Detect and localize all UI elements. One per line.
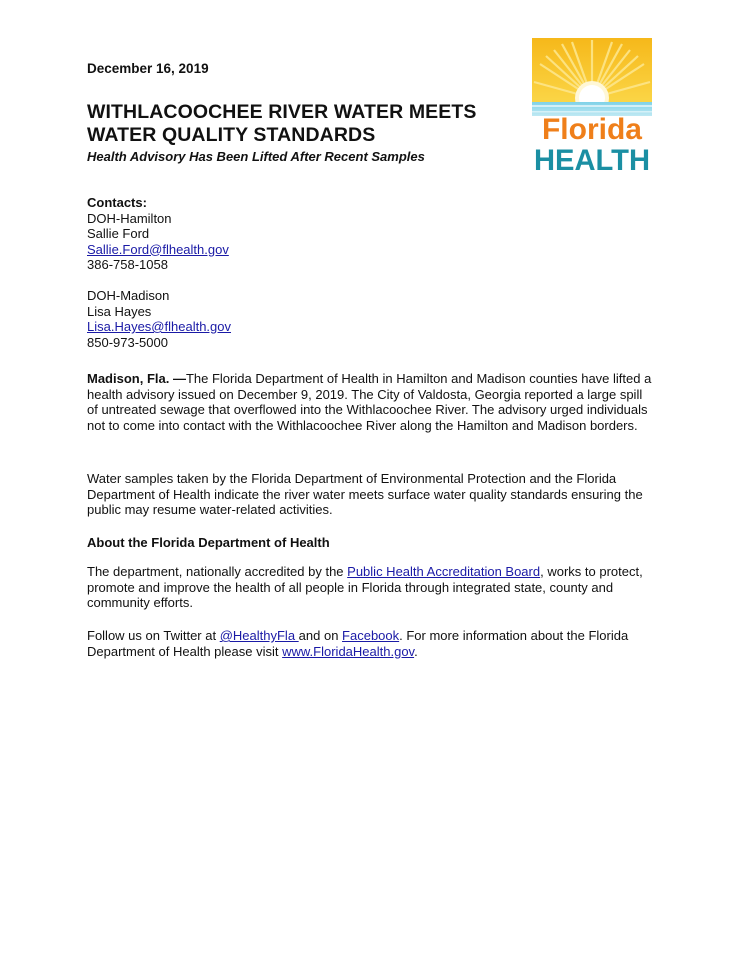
paragraph-about-text-1: The department, nationally accredited by the	[87, 564, 348, 579]
dateline: Madison, Fla. —	[87, 371, 186, 386]
follow-text-1: Follow us on Twitter at	[87, 628, 220, 643]
release-date: December 16, 2019	[87, 61, 209, 76]
subheadline: Health Advisory Has Been Lifted After Recent Samples	[87, 149, 425, 164]
accreditation-board-link[interactable]: Public Health Accreditation Board	[347, 564, 541, 579]
paragraph-follow	[87, 628, 655, 659]
florida-health-logo	[532, 38, 652, 174]
logo-word-florida: Florida	[541, 113, 643, 146]
contact-email-madison-link[interactable]: Lisa.Hayes@flhealth.gov	[87, 319, 231, 334]
follow-text-4: .	[414, 643, 418, 659]
contact-name-hamilton: Sallie Ford	[87, 226, 150, 241]
follow-text-2: and on	[298, 628, 343, 643]
florida-health-site-link[interactable]: www.FloridaHealth.gov	[282, 643, 415, 659]
contact-phone-madison: 850-973-5000	[87, 334, 168, 350]
paragraph-intro-text: The Florida Department of Health in Hamilton and Madison counties have lifted a health advisory issued on December 9, 2019. The City of Valdosta, Georgia reported a large spill of untreated sewage that overflowed into the Withlacoochee River. The advisory urged individuals not to come into contact with the Withlacoochee River along the Hamilton and Madison borders.	[87, 371, 652, 433]
about-heading: About the Florida Department of Health	[87, 535, 330, 550]
contact-name-madison: Lisa Hayes	[87, 303, 152, 319]
headline-line-2: WATER QUALITY STANDARDS	[87, 124, 376, 146]
follow-text-3: . For more information about the Florida Department of Health please visit	[87, 628, 629, 659]
contact-office-hamilton: DOH-Hamilton	[87, 210, 172, 226]
contact-email-hamilton-link[interactable]: Sallie.Ford@flhealth.gov	[87, 241, 229, 257]
logo-word-health: HEALTH	[534, 144, 650, 174]
headline	[87, 101, 517, 147]
contacts-block	[87, 195, 231, 350]
paragraph-samples: Water samples taken by the Florida Department of Environmental Protection and the Florida Department of Health indicate the river water meets surface water quality standards ensuring the public may resume water-related activities.	[87, 471, 643, 518]
headline-line-1: WITHLACOOCHEE RIVER WATER MEETS	[87, 101, 477, 123]
contacts-label: Contacts:	[87, 195, 147, 210]
facebook-link[interactable]: Facebook	[342, 628, 400, 643]
contact-office-madison: DOH-Madison	[87, 288, 170, 303]
paragraph-intro	[87, 371, 655, 433]
paragraph-about	[87, 564, 655, 611]
twitter-link[interactable]: @HealthyFla	[219, 628, 299, 643]
contact-phone-hamilton: 386-758-1058	[87, 257, 168, 272]
paragraph-about-text-2: , works to protect, promote and improve the health of all people in Florida through integrated state, county and community efforts.	[87, 564, 643, 611]
